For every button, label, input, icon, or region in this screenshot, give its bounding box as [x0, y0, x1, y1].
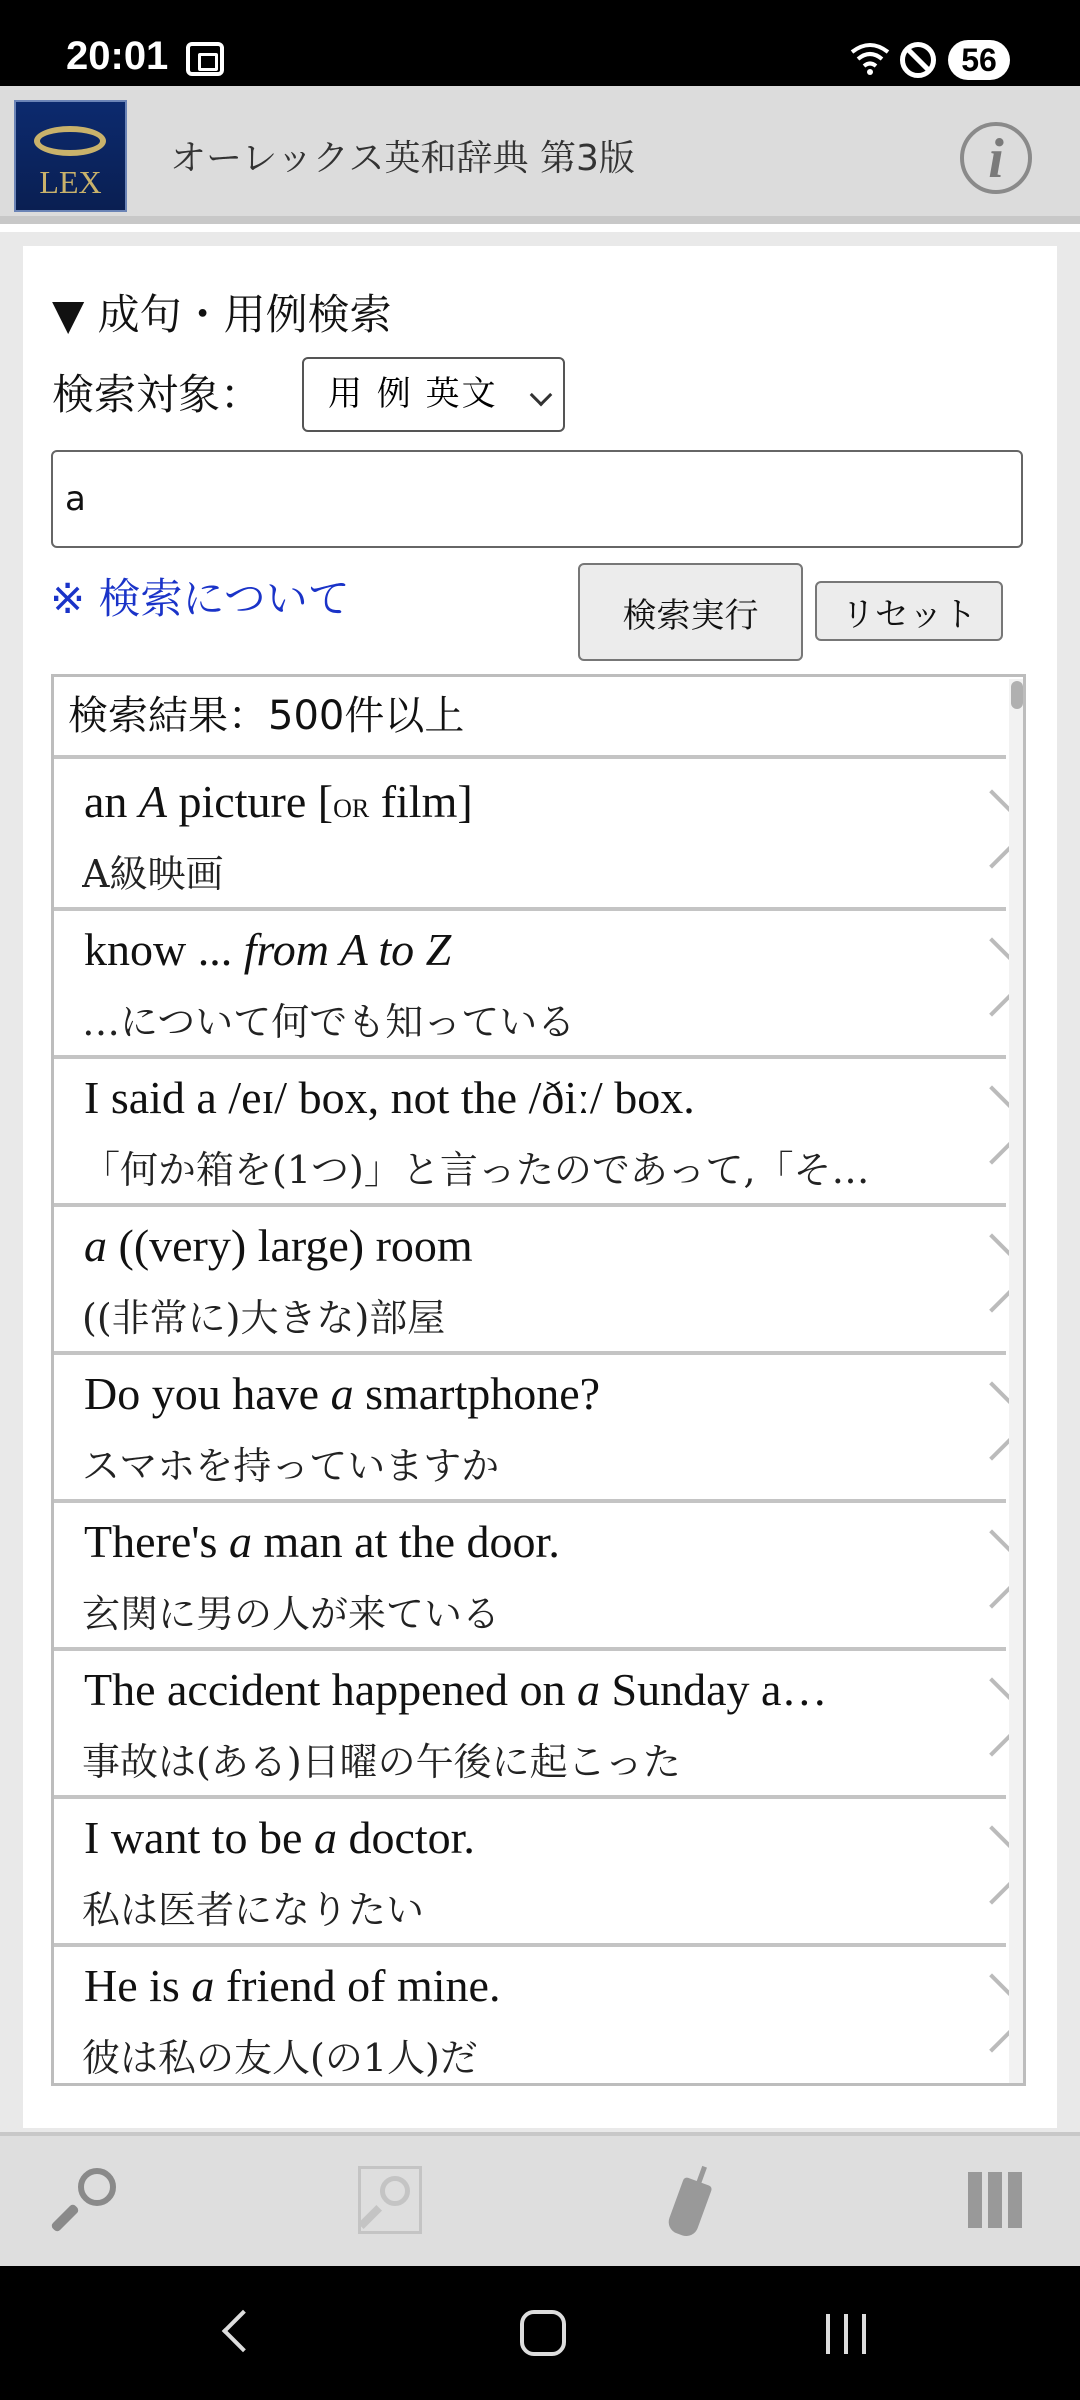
result-japanese: 私は医者になりたい: [82, 1888, 425, 1932]
scrollbar-thumb[interactable]: [1011, 681, 1023, 709]
search-input[interactable]: [51, 450, 1023, 548]
result-english: Do you have a smartphone?: [84, 1368, 601, 1419]
info-button[interactable]: i: [960, 122, 1032, 194]
result-row[interactable]: [54, 1059, 1006, 1207]
wifi-icon: [850, 40, 890, 76]
search-target-label: 検索対象：: [52, 370, 263, 419]
battery-icon: 56: [948, 40, 1010, 80]
section-title[interactable]: ▼ 成句・用例検索: [52, 290, 392, 339]
result-japanese: 玄関に男の人が来ている: [82, 1592, 501, 1636]
result-row[interactable]: [54, 1651, 1006, 1799]
bottom-toolbar: [0, 2132, 1080, 2266]
search-target-select[interactable]: [302, 357, 565, 432]
result-english: I said a /eɪ/ box, not the /ðiː/ box.: [84, 1072, 695, 1123]
screen-record-icon: [186, 42, 224, 76]
system-nav-bar: [0, 2266, 1080, 2400]
result-japanese: 事故は(ある)日曜の午後に起こった: [82, 1740, 681, 1784]
result-row[interactable]: [54, 1503, 1006, 1651]
result-row[interactable]: [54, 763, 1006, 911]
app-header: [0, 86, 1080, 224]
result-japanese: 「何か箱を(1つ)」と言ったのであって,「そ…: [82, 1148, 870, 1192]
logo-text: LEX: [39, 164, 102, 200]
result-row[interactable]: [54, 1947, 1006, 2086]
clock: 20:01: [66, 34, 169, 78]
app-logo: [14, 100, 127, 212]
result-english: He is a friend of mine.: [84, 1960, 501, 2011]
status-bar: [0, 0, 1080, 86]
result-row[interactable]: [54, 1355, 1006, 1503]
results-list[interactable]: [51, 674, 1026, 2086]
logo-ring-icon: [34, 126, 106, 156]
recent-apps-icon[interactable]: [824, 2314, 868, 2354]
clear-history-icon[interactable]: [654, 2166, 724, 2236]
home-icon[interactable]: [520, 2310, 566, 2356]
result-english: a ((very) large) room: [84, 1220, 473, 1271]
result-japanese: A級映画: [82, 852, 224, 896]
result-english: know ... from A to Z: [84, 924, 452, 975]
search-icon[interactable]: [56, 2166, 126, 2236]
result-english: There's a man at the door.: [84, 1516, 560, 1567]
result-japanese: …について何でも知っている: [82, 1000, 576, 1044]
bookshelf-icon[interactable]: [962, 2166, 1032, 2236]
search-in-page-icon[interactable]: [354, 2166, 424, 2236]
app-title: オーレックス英和辞典 第3版: [170, 138, 635, 179]
search-execute-button[interactable]: 検索実行: [578, 563, 803, 661]
result-english: an A picture [OR film]: [84, 776, 473, 827]
search-help-link[interactable]: ※ 検索について: [50, 574, 350, 623]
result-english: The accident happened on a Sunday a…: [84, 1664, 828, 1715]
chevron-down-icon: [530, 384, 553, 407]
results-count: 検索結果：500件以上: [54, 677, 1006, 759]
result-japanese: スマホを持っていますか: [82, 1444, 500, 1488]
search-target-value: 用 例 英文: [328, 374, 498, 414]
reset-button[interactable]: リセット: [815, 581, 1003, 641]
result-row[interactable]: [54, 911, 1006, 1059]
result-japanese: ((非常に)大きな)部屋: [82, 1296, 446, 1340]
result-english: I want to be a doctor.: [84, 1812, 475, 1863]
scrollbar[interactable]: [1009, 679, 1025, 2086]
result-row[interactable]: [54, 1207, 1006, 1355]
result-row[interactable]: [54, 1799, 1006, 1947]
do-not-disturb-icon: [900, 42, 936, 78]
result-japanese: 彼は私の友人(の1人)だ: [82, 2036, 478, 2080]
back-icon[interactable]: [222, 2310, 264, 2352]
